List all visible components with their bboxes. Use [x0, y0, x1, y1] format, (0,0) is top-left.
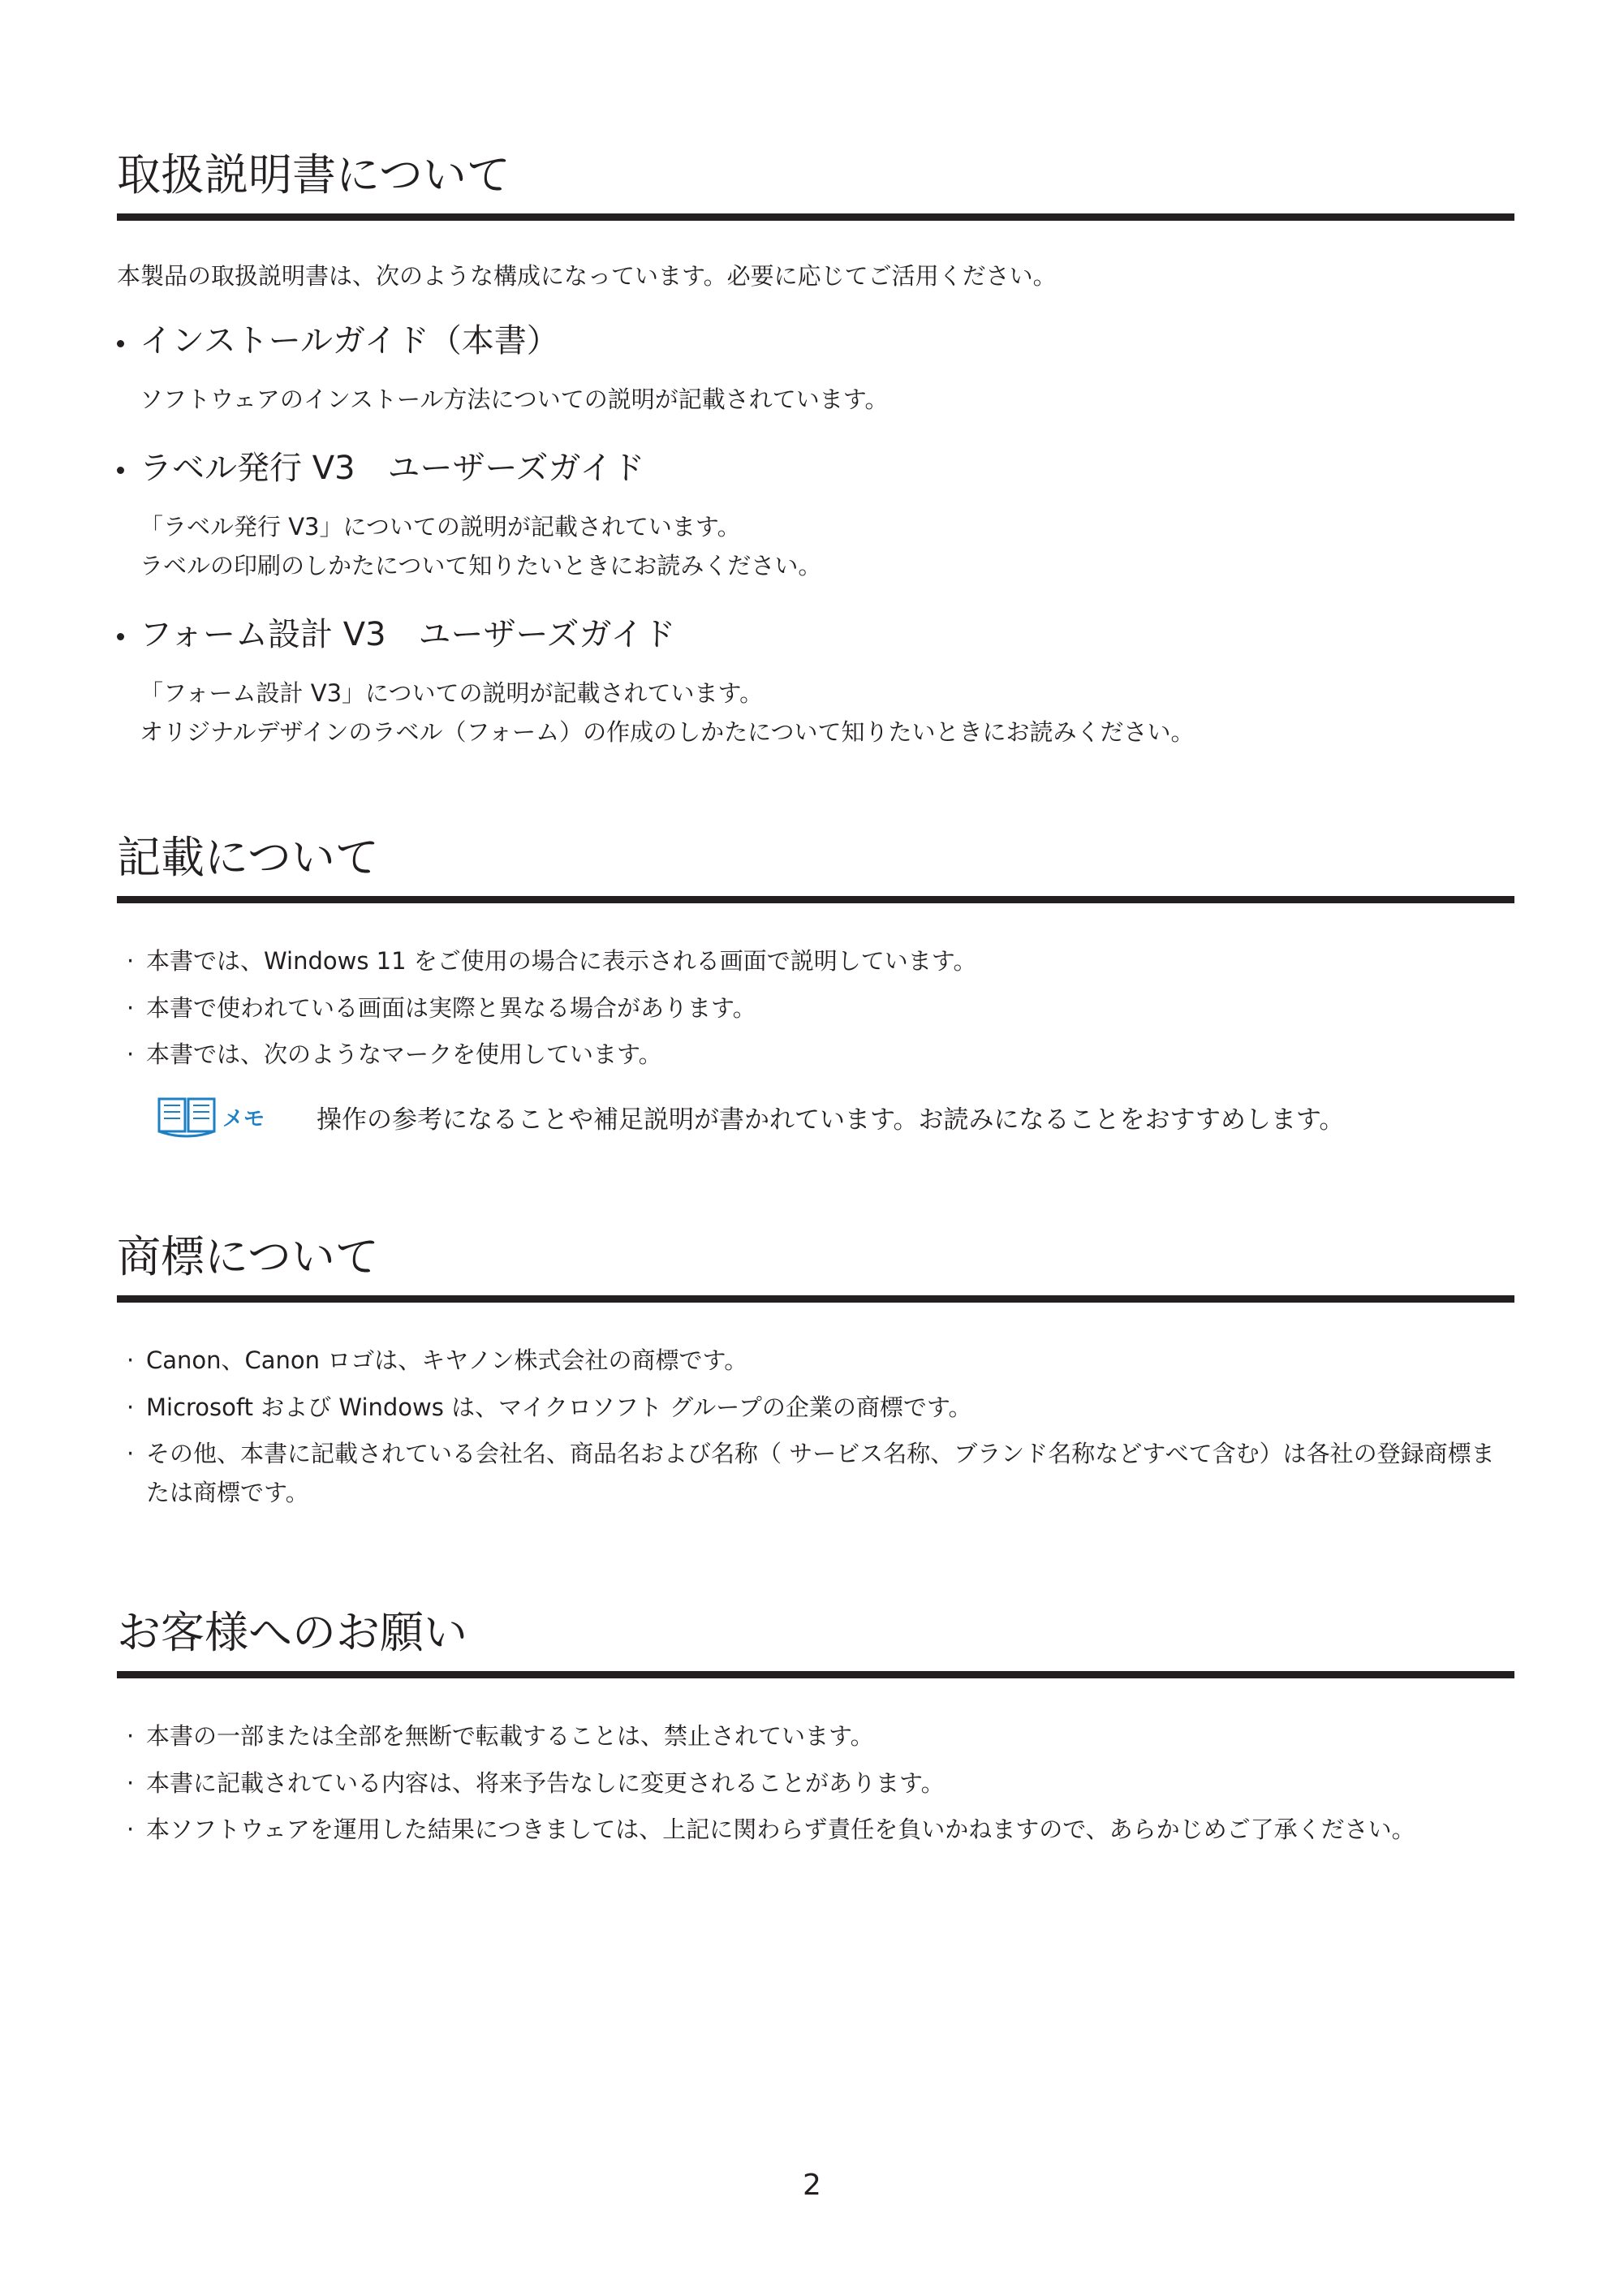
guide-description — [140, 674, 1514, 752]
bullet-icon — [117, 340, 124, 347]
bullet-icon — [117, 467, 124, 474]
memo-text: 操作の参考になることや補足説明が書かれています。お読みになることをおすすめします。 — [317, 1105, 1345, 1135]
manuals-section — [117, 149, 1514, 752]
list-item: · Canon、Canon ロゴは、キヤノン株式会社の商標です。 — [127, 1346, 748, 1374]
guide-description-line: ソフトウェアのインストール方法についての説明が記載されています。 — [140, 386, 889, 414]
section-title-manuals: 取扱説明書について — [117, 149, 510, 200]
list-item: · その他、本書に記載されている会社名、商品名および名称（ サービス名称、ブランド名称などすべて含む）は各社の登録商標または商標です。 — [127, 1440, 1495, 1507]
notation-list — [117, 942, 1514, 1075]
list-item: · 本ソフトウェアを運用した結果につきましては、上記に関わらず責任を負いかねますので、あらかじめご了承ください。 — [127, 1816, 1415, 1844]
guide-description — [140, 507, 1514, 586]
guide-description-line: ラベルの印刷のしかたについて知りたいときにお読みください。 — [140, 552, 822, 580]
guide-description-line: 「フォーム設計 V3」についての説明が記載されています。 — [140, 678, 764, 707]
list-item: · Microsoft および Windows は、マイクロソフト グループの企業の商標です。 — [127, 1393, 972, 1421]
list-item: · 本書では、次のようなマークを使用しています。 — [127, 1040, 662, 1069]
guide-description-line: 「ラベル発行 V3」についての説明が記載されています。 — [140, 512, 741, 541]
guide-form-design — [117, 614, 1514, 752]
manuals-intro: 本製品の取扱説明書は、次のような構成になっています。必要に応じてご活用ください。 — [117, 261, 1057, 290]
page-number: 2 — [803, 2169, 821, 2202]
memo-legend — [156, 1094, 1514, 1139]
guide-label-issue — [117, 447, 1514, 586]
guide-title: ラベル発行 V3 ユーザーズガイド — [140, 449, 645, 487]
requests-section — [117, 1607, 1514, 1863]
guide-title: インストールガイド（本書） — [140, 322, 559, 360]
guide-description — [140, 380, 1514, 419]
trademarks-section — [117, 1231, 1514, 1526]
section-title-notation: 記載について — [117, 832, 379, 883]
bullet-icon — [117, 633, 124, 640]
list-item: · 本書に記載されている内容は、将来予告なしに変更されることがあります。 — [127, 1768, 945, 1797]
section-title-trademarks: 商標について — [117, 1231, 379, 1282]
guide-description-line: オリジナルデザインのラベル（フォーム）の作成のしかたについて知りたいときにお読みください。 — [140, 718, 1195, 747]
notation-section — [117, 832, 1514, 1139]
guide-install — [117, 320, 1514, 419]
trademarks-list — [117, 1342, 1514, 1513]
section-divider — [117, 896, 1514, 903]
section-divider — [117, 213, 1514, 221]
memo-label: メモ — [222, 1106, 265, 1131]
list-item: · 本書では、Windows 11 をご使用の場合に表示される画面で説明しています。 — [127, 946, 977, 975]
section-divider — [117, 1671, 1514, 1678]
list-item: · 本書の一部または全部を無断で転載することは、禁止されています。 — [127, 1721, 874, 1750]
section-title-requests: お客様へのお願い — [117, 1607, 467, 1658]
list-item: · 本書で使われている画面は実際と異なる場合があります。 — [127, 993, 756, 1022]
section-divider — [117, 1295, 1514, 1303]
requests-list — [117, 1717, 1514, 1850]
book-icon — [156, 1094, 218, 1139]
guide-title: フォーム設計 V3 ユーザーズガイド — [140, 615, 676, 653]
